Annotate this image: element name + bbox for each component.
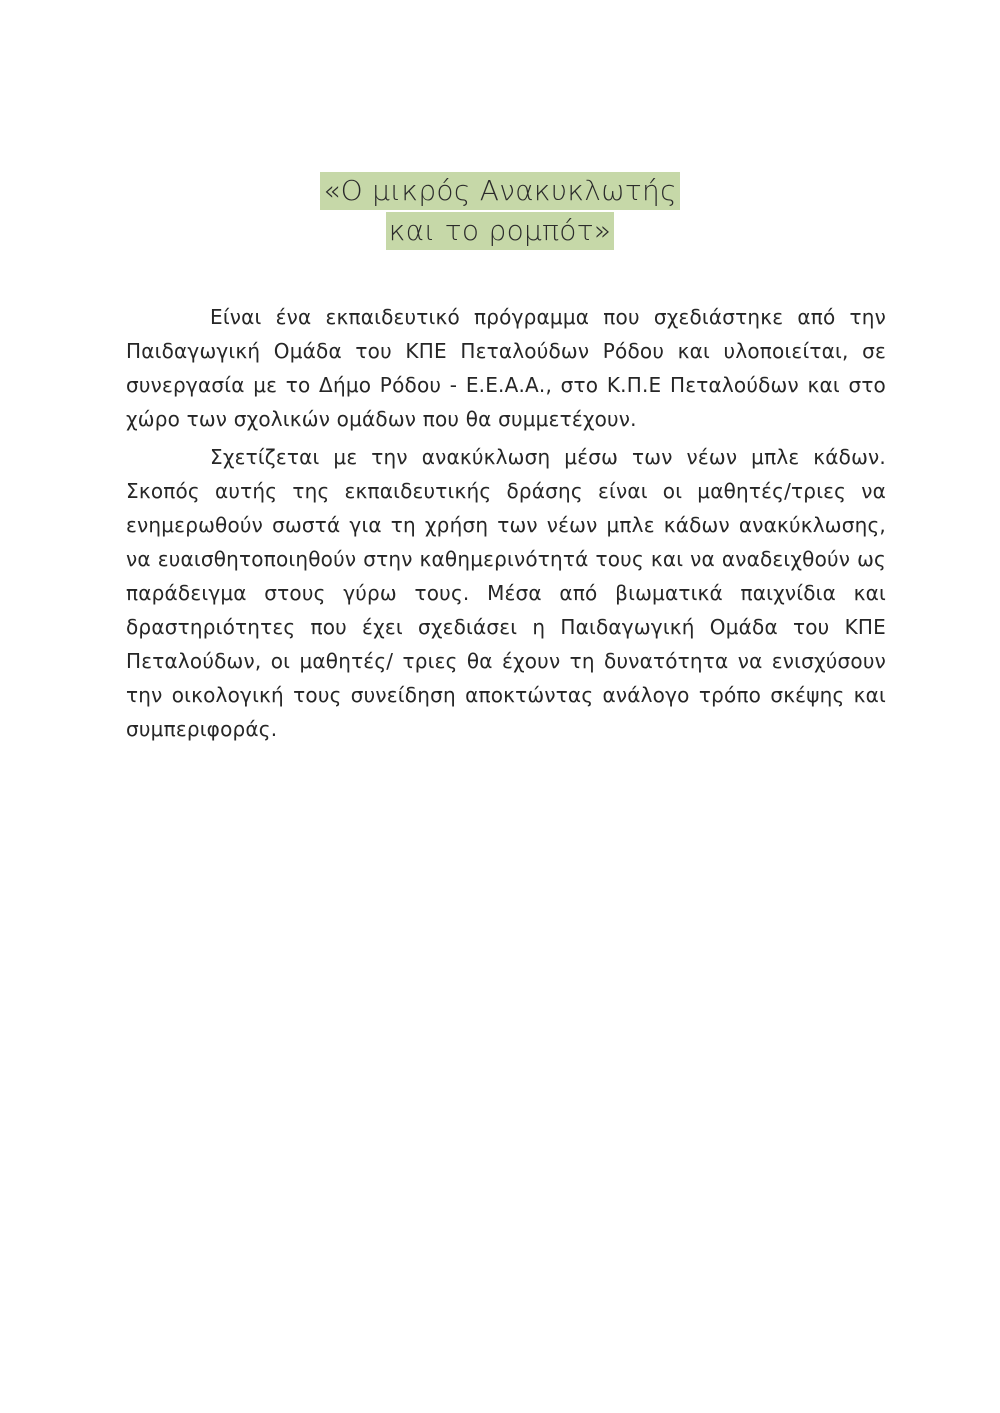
title-line-2: και το ρομπότ» [386, 212, 615, 250]
paragraph-2: Σχετίζεται με την ανακύκλωση μέσω των νέων μπλε κάδων. Σκοπός αυτής της εκπαιδευτικής δράσης είναι οι μαθητές/τριες να ενημερωθούν σωστά για τη χρήση των νέων μπλε κάδων ανακύκλωσης, να ευαισθητοποιηθούν στην καθημερινότητά τους και να αναδειχθούν ως παράδειγμα στους γύρω τους. Μέσα από βιωματικά παιχνίδια και δραστηριότητες που έχει σχεδιάσει η Παιδαγωγική Ομάδα του ΚΠΕ Πεταλούδων, οι μαθητές/ τριες θα έχουν τη δυνατότητα να ενισχύσουν την οικολογική τους συνείδηση αποκτώντας ανάλογο τρόπο σκέψης και συμπεριφοράς. [126, 445, 886, 741]
document-title [0, 172, 1000, 252]
paragraph-1: Είναι ένα εκπαιδευτικό πρόγραμμα που σχεδιάστηκε από την Παιδαγωγική Ομάδα του ΚΠΕ Πεταλούδων Ρόδου και υλοποιείται, σε συνεργασία με το Δήμο Ρόδου - Ε.Ε.Α.Α., στο Κ.Π.Ε Πεταλούδων και στο χώρο των σχολικών ομάδων που θα συμμετέχουν. [126, 305, 886, 431]
document-body [126, 300, 886, 746]
title-line-1: «Ο μικρός Ανακυκλωτής [320, 172, 680, 210]
